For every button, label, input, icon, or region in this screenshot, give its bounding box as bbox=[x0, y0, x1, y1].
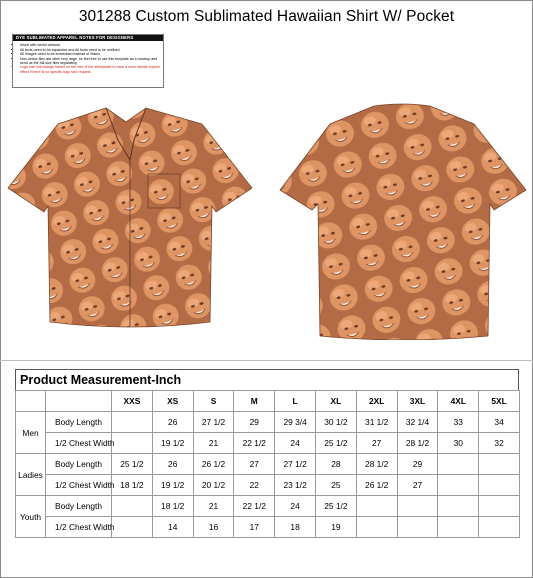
measurement-cell: 17 bbox=[234, 517, 275, 538]
table-row bbox=[16, 412, 520, 433]
measurement-cell: 25 bbox=[315, 475, 356, 496]
notes-item: • Non-vector files are often very large, so feel free to use this template as a mockup and send us the full-size files separately. bbox=[20, 57, 163, 66]
measurement-table-title: Product Measurement-Inch bbox=[15, 369, 519, 390]
measurement-cell bbox=[479, 475, 520, 496]
measurement-cell: 22 bbox=[234, 475, 275, 496]
measurement-cell: 14 bbox=[152, 517, 193, 538]
measurement-cell: 25 1/2 bbox=[315, 433, 356, 454]
measurement-cell: 29 bbox=[234, 412, 275, 433]
notes-list bbox=[13, 43, 163, 74]
measurement-cell bbox=[438, 454, 479, 475]
measurement-cell: 18 1/2 bbox=[112, 475, 153, 496]
measurement-cell: 22 1/2 bbox=[234, 496, 275, 517]
measurement-cell bbox=[438, 517, 479, 538]
measurement-cell: 26 bbox=[152, 412, 193, 433]
measurement-section bbox=[15, 369, 519, 538]
size-header-xl: XL bbox=[315, 391, 356, 412]
measurement-cell: 27 bbox=[234, 454, 275, 475]
measurement-cell: 21 bbox=[193, 496, 234, 517]
measurement-cell: 19 bbox=[315, 517, 356, 538]
measurement-cell bbox=[479, 454, 520, 475]
measurement-cell: 27 1/2 bbox=[275, 454, 316, 475]
measurement-cell: 19 1/2 bbox=[152, 433, 193, 454]
measurement-cell: 24 bbox=[275, 433, 316, 454]
measurement-cell: 28 1/2 bbox=[397, 433, 438, 454]
shirt-front-image bbox=[6, 100, 256, 340]
measurement-cell: 25 1/2 bbox=[315, 496, 356, 517]
size-header-xxs: XXS bbox=[112, 391, 153, 412]
notes-item: • All images need to be embedded instead of linked. bbox=[20, 52, 163, 56]
size-header-4xl: 4XL bbox=[438, 391, 479, 412]
notes-header: DYE SUBLIMATED APPAREL NOTES FOR DESIGNERS bbox=[13, 35, 163, 41]
measurement-cell bbox=[479, 517, 520, 538]
size-header-xs: XS bbox=[152, 391, 193, 412]
measurement-cell bbox=[397, 517, 438, 538]
size-header-3xl: 3XL bbox=[397, 391, 438, 412]
notes-warning: • Logo size will change based on the size of the shirt/jacket to have a more similar imprint effect if there is no specific logo size request. bbox=[20, 65, 163, 74]
header-blank bbox=[16, 391, 46, 412]
header-blank bbox=[46, 391, 112, 412]
size-header-2xl: 2XL bbox=[356, 391, 397, 412]
group-label-men: Men bbox=[16, 412, 46, 454]
measurement-table bbox=[15, 390, 520, 538]
measurement-cell bbox=[397, 496, 438, 517]
table-row bbox=[16, 433, 520, 454]
designer-notes-box bbox=[12, 34, 164, 88]
measurement-cell: 27 1/2 bbox=[193, 412, 234, 433]
table-row bbox=[16, 496, 520, 517]
size-header-s: S bbox=[193, 391, 234, 412]
page-title: 301288 Custom Sublimated Hawaiian Shirt W/ Pocket bbox=[78, 8, 455, 25]
group-label-youth: Youth bbox=[16, 496, 46, 538]
measurement-cell: 21 bbox=[193, 433, 234, 454]
measurement-cell: 33 bbox=[438, 412, 479, 433]
measurement-cell: 20 1/2 bbox=[193, 475, 234, 496]
size-header-5xl: 5XL bbox=[479, 391, 520, 412]
measurement-cell: 24 bbox=[275, 496, 316, 517]
measurement-cell: 30 bbox=[438, 433, 479, 454]
section-divider bbox=[0, 360, 533, 361]
size-header-l: L bbox=[275, 391, 316, 412]
measurement-cell bbox=[356, 517, 397, 538]
measurement-cell: 22 1/2 bbox=[234, 433, 275, 454]
measurement-cell: 28 bbox=[315, 454, 356, 475]
measurement-cell: 26 1/2 bbox=[356, 475, 397, 496]
measurement-cell bbox=[356, 496, 397, 517]
measurement-cell bbox=[438, 475, 479, 496]
group-label-ladies: Ladies bbox=[16, 454, 46, 496]
measurement-cell: 32 1/4 bbox=[397, 412, 438, 433]
measurement-cell: 18 bbox=[275, 517, 316, 538]
measurement-cell bbox=[479, 496, 520, 517]
measurement-cell: 23 1/2 bbox=[275, 475, 316, 496]
measurement-cell: 29 bbox=[397, 454, 438, 475]
measurement-label: Body Length bbox=[46, 412, 112, 433]
shirt-back-image bbox=[276, 100, 528, 340]
size-header-m: M bbox=[234, 391, 275, 412]
measurement-cell bbox=[112, 433, 153, 454]
measurement-cell: 30 1/2 bbox=[315, 412, 356, 433]
measurement-cell bbox=[112, 496, 153, 517]
notes-item: • All texts need to be expanded and All fonts need to be outlined. bbox=[20, 48, 163, 52]
measurement-cell: 16 bbox=[193, 517, 234, 538]
measurement-cell: 18 1/2 bbox=[152, 496, 193, 517]
measurement-cell: 27 bbox=[356, 433, 397, 454]
measurement-cell bbox=[112, 517, 153, 538]
measurement-label: Body Length bbox=[46, 496, 112, 517]
measurement-label: Body Length bbox=[46, 454, 112, 475]
measurement-cell: 27 bbox=[397, 475, 438, 496]
measurement-cell bbox=[438, 496, 479, 517]
measurement-cell: 19 1/2 bbox=[152, 475, 193, 496]
table-row bbox=[16, 475, 520, 496]
measurement-label: 1/2 Chest Width bbox=[46, 475, 112, 496]
measurement-cell: 31 1/2 bbox=[356, 412, 397, 433]
measurement-cell bbox=[112, 412, 153, 433]
measurement-cell: 26 bbox=[152, 454, 193, 475]
measurement-cell: 25 1/2 bbox=[112, 454, 153, 475]
table-row bbox=[16, 517, 520, 538]
measurement-table-body bbox=[16, 391, 520, 538]
measurement-label: 1/2 Chest Width bbox=[46, 433, 112, 454]
size-header-row bbox=[16, 391, 520, 412]
measurement-cell: 28 1/2 bbox=[356, 454, 397, 475]
table-row bbox=[16, 454, 520, 475]
measurement-cell: 34 bbox=[479, 412, 520, 433]
measurement-cell: 26 1/2 bbox=[193, 454, 234, 475]
measurement-label: 1/2 Chest Width bbox=[46, 517, 112, 538]
notes-item: • Insert with vector artwork. bbox=[20, 43, 163, 47]
measurement-cell: 32 bbox=[479, 433, 520, 454]
measurement-cell: 29 3/4 bbox=[275, 412, 316, 433]
